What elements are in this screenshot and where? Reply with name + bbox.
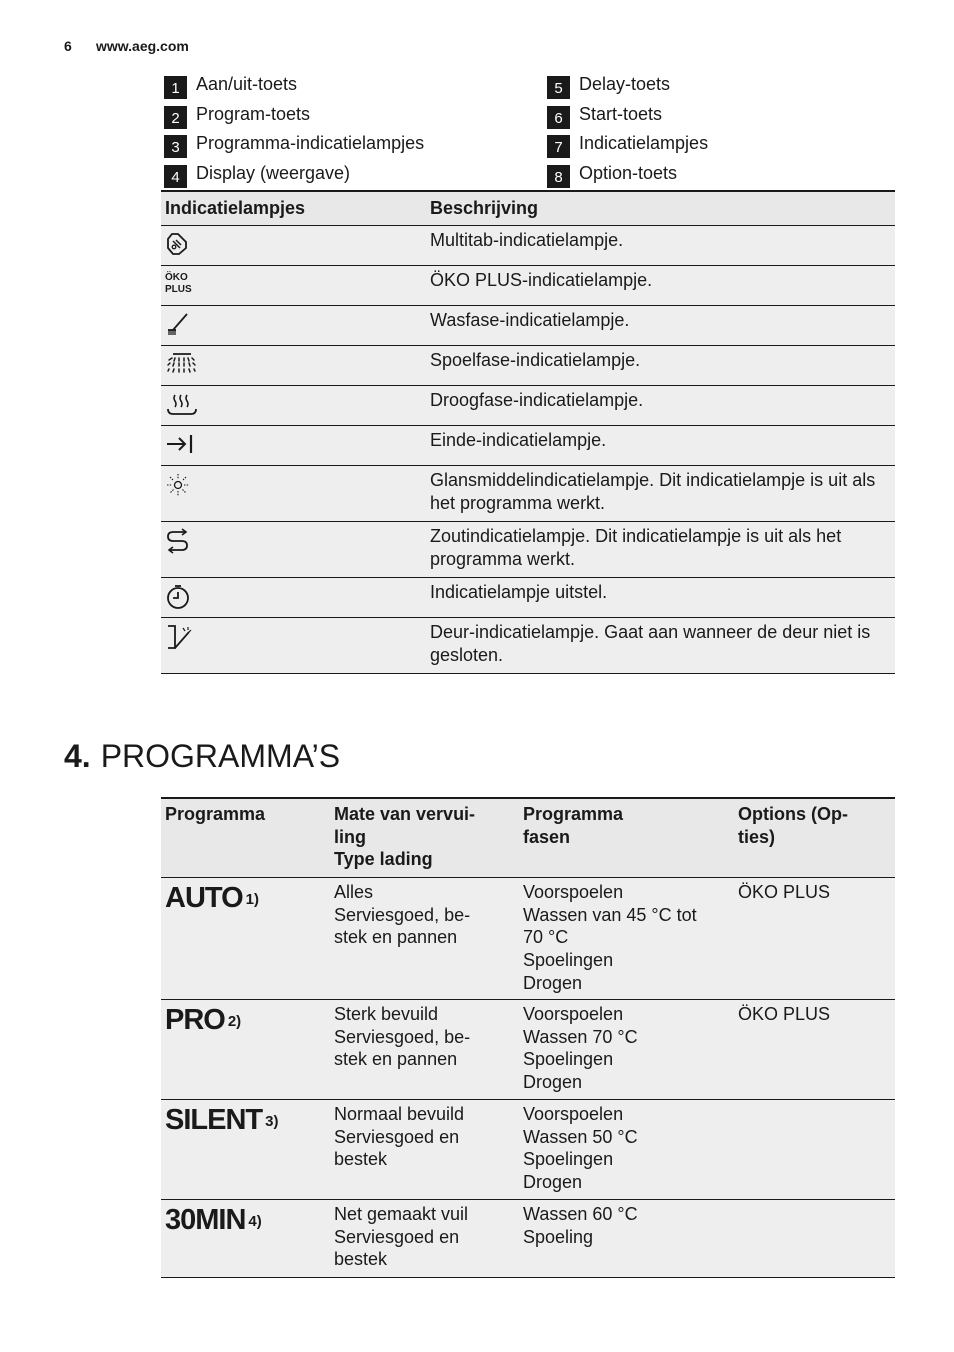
options-cell — [734, 1200, 895, 1278]
page-header — [64, 38, 189, 54]
legend-label: Programma-indicatielampjes — [196, 133, 425, 154]
program-row-silent — [161, 1100, 895, 1200]
legend-label: Display (weergave) — [196, 162, 351, 183]
legend-number: 6 — [547, 106, 570, 129]
legend-item — [547, 159, 708, 189]
description-cell: Einde-indicatielampje. — [426, 426, 895, 466]
footnote-ref: 2) — [227, 1013, 242, 1030]
icon-cell — [161, 618, 426, 674]
column-header-phases — [519, 798, 734, 878]
cell-line: ÖKO PLUS — [738, 882, 831, 902]
soil-cell — [330, 1100, 519, 1200]
header-line: Programma — [523, 804, 624, 824]
cell-line: Serviesgoed, be- — [334, 904, 471, 925]
cell-line: Voorspoelen — [523, 1004, 624, 1024]
table-row — [161, 618, 895, 674]
table-row — [161, 466, 895, 522]
cell-line: Normaal bevuild — [334, 1104, 465, 1124]
salt-icon — [165, 528, 191, 554]
legend-item — [547, 70, 708, 100]
description-cell: Multitab-indicatielampje. — [426, 226, 895, 266]
icon-cell — [161, 386, 426, 426]
program-name-text: AUTO — [165, 882, 243, 914]
cell-line: stek en pannen — [334, 927, 458, 948]
cell-line: Voorspoelen — [523, 882, 624, 902]
rinse-aid-icon — [165, 472, 191, 498]
program-name-cell — [161, 1000, 330, 1100]
header-line: fasen — [523, 826, 571, 847]
legend-item — [547, 100, 708, 130]
program-row-30min — [161, 1200, 895, 1278]
legend-number: 7 — [547, 135, 570, 158]
website-url: www.aeg.com — [96, 38, 189, 54]
program-name-cell — [161, 1100, 330, 1200]
legend-column-left — [164, 70, 424, 188]
program-name — [165, 1204, 262, 1236]
legend-item — [164, 129, 424, 159]
cell-line: Serviesgoed en — [334, 1226, 460, 1247]
cell-line: Wassen 60 °C — [523, 1204, 638, 1224]
table-row — [161, 266, 895, 306]
icon-cell — [161, 346, 426, 386]
wash-phase-icon — [165, 312, 191, 338]
cell-line: stek en pannen — [334, 1049, 458, 1070]
legend-label: Start-toets — [579, 103, 663, 124]
table-row — [161, 522, 895, 578]
indicator-table — [161, 190, 895, 674]
soil-cell — [330, 1200, 519, 1278]
cell-line: Spoeling — [523, 1226, 594, 1247]
legend-item — [547, 129, 708, 159]
legend-label: Aan/uit-toets — [196, 74, 298, 95]
table-header-row — [161, 191, 895, 226]
cell-line: Drogen — [523, 1172, 583, 1193]
options-cell — [734, 1000, 895, 1100]
cell-line: Drogen — [523, 972, 583, 993]
cell-line: Spoelingen — [523, 950, 614, 971]
cell-line: Wassen 70 °C — [523, 1026, 638, 1047]
column-header-options — [734, 798, 895, 878]
multitab-icon — [165, 232, 189, 256]
program-row-auto — [161, 878, 895, 1000]
legend-number: 4 — [164, 165, 187, 188]
description-cell: Indicatielampje uitstel. — [426, 578, 895, 618]
footnote-ref: 3) — [265, 1113, 279, 1130]
header-line: Options (Op- — [738, 804, 848, 824]
legend-item — [164, 159, 424, 189]
options-cell — [734, 878, 895, 1000]
program-name-text: PRO — [165, 1004, 225, 1036]
cell-line: Net gemaakt vuil — [334, 1204, 469, 1224]
cell-line: Wassen van 45 °C tot — [523, 904, 697, 925]
table-row — [161, 426, 895, 466]
program-name — [165, 882, 259, 914]
footnote-ref: 4) — [248, 1213, 262, 1230]
cell-line: Voorspoelen — [523, 1104, 624, 1124]
description-cell: Zoutindicatielampje. Dit indicatielampje is uit als het programma werkt. — [426, 522, 895, 578]
table-row — [161, 226, 895, 266]
icon-cell — [161, 578, 426, 618]
section-title: PROGRAMMA’S — [100, 738, 341, 774]
cell-line: Drogen — [523, 1072, 583, 1093]
section-heading — [64, 738, 340, 775]
description-cell: Wasfase-indicatielampje. — [426, 306, 895, 346]
cell-line: 70 °C — [523, 927, 569, 948]
header-line: ties) — [738, 826, 776, 847]
column-header: Beschrijving — [426, 191, 895, 226]
table-row — [161, 306, 895, 346]
page-number: 6 — [64, 38, 72, 54]
program-name-text: SILENT — [165, 1104, 263, 1136]
header-line: Mate van vervui- — [334, 804, 476, 824]
icon-cell — [161, 522, 426, 578]
rinse-phase-icon — [165, 352, 199, 378]
legend-item — [164, 100, 424, 130]
program-row-pro — [161, 1000, 895, 1100]
cell-line: Sterk bevuild — [334, 1004, 439, 1024]
table-row — [161, 346, 895, 386]
program-table — [161, 797, 895, 1278]
legend-label: Delay-toets — [579, 74, 671, 95]
icon-cell — [161, 306, 426, 346]
legend-column-right — [547, 70, 708, 188]
legend-number: 3 — [164, 135, 187, 158]
description-cell: Glansmiddelindicatielampje. Dit indicatielampje is uit als het programma werkt. — [426, 466, 895, 522]
legend-label: Option-toets — [579, 162, 678, 183]
program-name-text: 30MIN — [165, 1204, 246, 1236]
column-header-programma — [161, 798, 330, 878]
soil-cell — [330, 878, 519, 1000]
legend-label: Program-toets — [196, 103, 311, 124]
delay-icon — [165, 584, 191, 610]
program-name — [165, 1004, 241, 1036]
cell-line: Spoelingen — [523, 1049, 614, 1070]
footnote-ref: 1) — [245, 891, 259, 908]
cell-line: Serviesgoed, be- — [334, 1026, 471, 1047]
cell-line: Serviesgoed en — [334, 1126, 460, 1147]
header-line: Programma — [165, 804, 266, 824]
options-cell — [734, 1100, 895, 1200]
table-row — [161, 386, 895, 426]
icon-cell — [161, 426, 426, 466]
legend-number: 2 — [164, 106, 187, 129]
cell-line: bestek — [334, 1249, 388, 1270]
phases-cell — [519, 1100, 734, 1200]
legend-number: 1 — [164, 76, 187, 99]
legend-number: 8 — [547, 165, 570, 188]
column-header: Indicatielampjes — [161, 191, 426, 226]
cell-line: Alles — [334, 882, 374, 902]
phases-cell — [519, 1200, 734, 1278]
program-name — [165, 1104, 278, 1136]
description-cell: Deur-indicatielampje. Gaat aan wanneer de deur niet is gesloten. — [426, 618, 895, 674]
description-cell: Spoelfase-indicatielampje. — [426, 346, 895, 386]
soil-cell — [330, 1000, 519, 1100]
section-number: 4. — [64, 738, 91, 774]
icon-cell — [161, 466, 426, 522]
program-name-cell — [161, 1200, 330, 1278]
column-header-soil — [330, 798, 519, 878]
legend-label: Indicatielampjes — [579, 133, 709, 154]
legend-number: 5 — [547, 76, 570, 99]
description-cell: ÖKO PLUS-indicatielampje. — [426, 266, 895, 306]
header-line: Type lading — [334, 849, 433, 869]
cell-line: bestek — [334, 1149, 388, 1170]
icon-cell — [161, 266, 426, 306]
phases-cell — [519, 878, 734, 1000]
legend-item — [164, 70, 424, 100]
cell-line: ÖKO PLUS — [738, 1004, 831, 1024]
program-name-cell — [161, 878, 330, 1000]
end-icon — [165, 432, 195, 456]
table-header-row — [161, 798, 895, 878]
cell-line: Wassen 50 °C — [523, 1126, 638, 1147]
icon-cell — [161, 226, 426, 266]
cell-line: Spoelingen — [523, 1149, 614, 1170]
description-cell: Droogfase-indicatielampje. — [426, 386, 895, 426]
dry-phase-icon — [165, 392, 199, 418]
phases-cell — [519, 1000, 734, 1100]
table-row — [161, 578, 895, 618]
oko-plus-icon: ÖKO PLUS — [165, 272, 192, 295]
door-icon — [165, 624, 195, 650]
header-line: ling — [334, 826, 366, 847]
